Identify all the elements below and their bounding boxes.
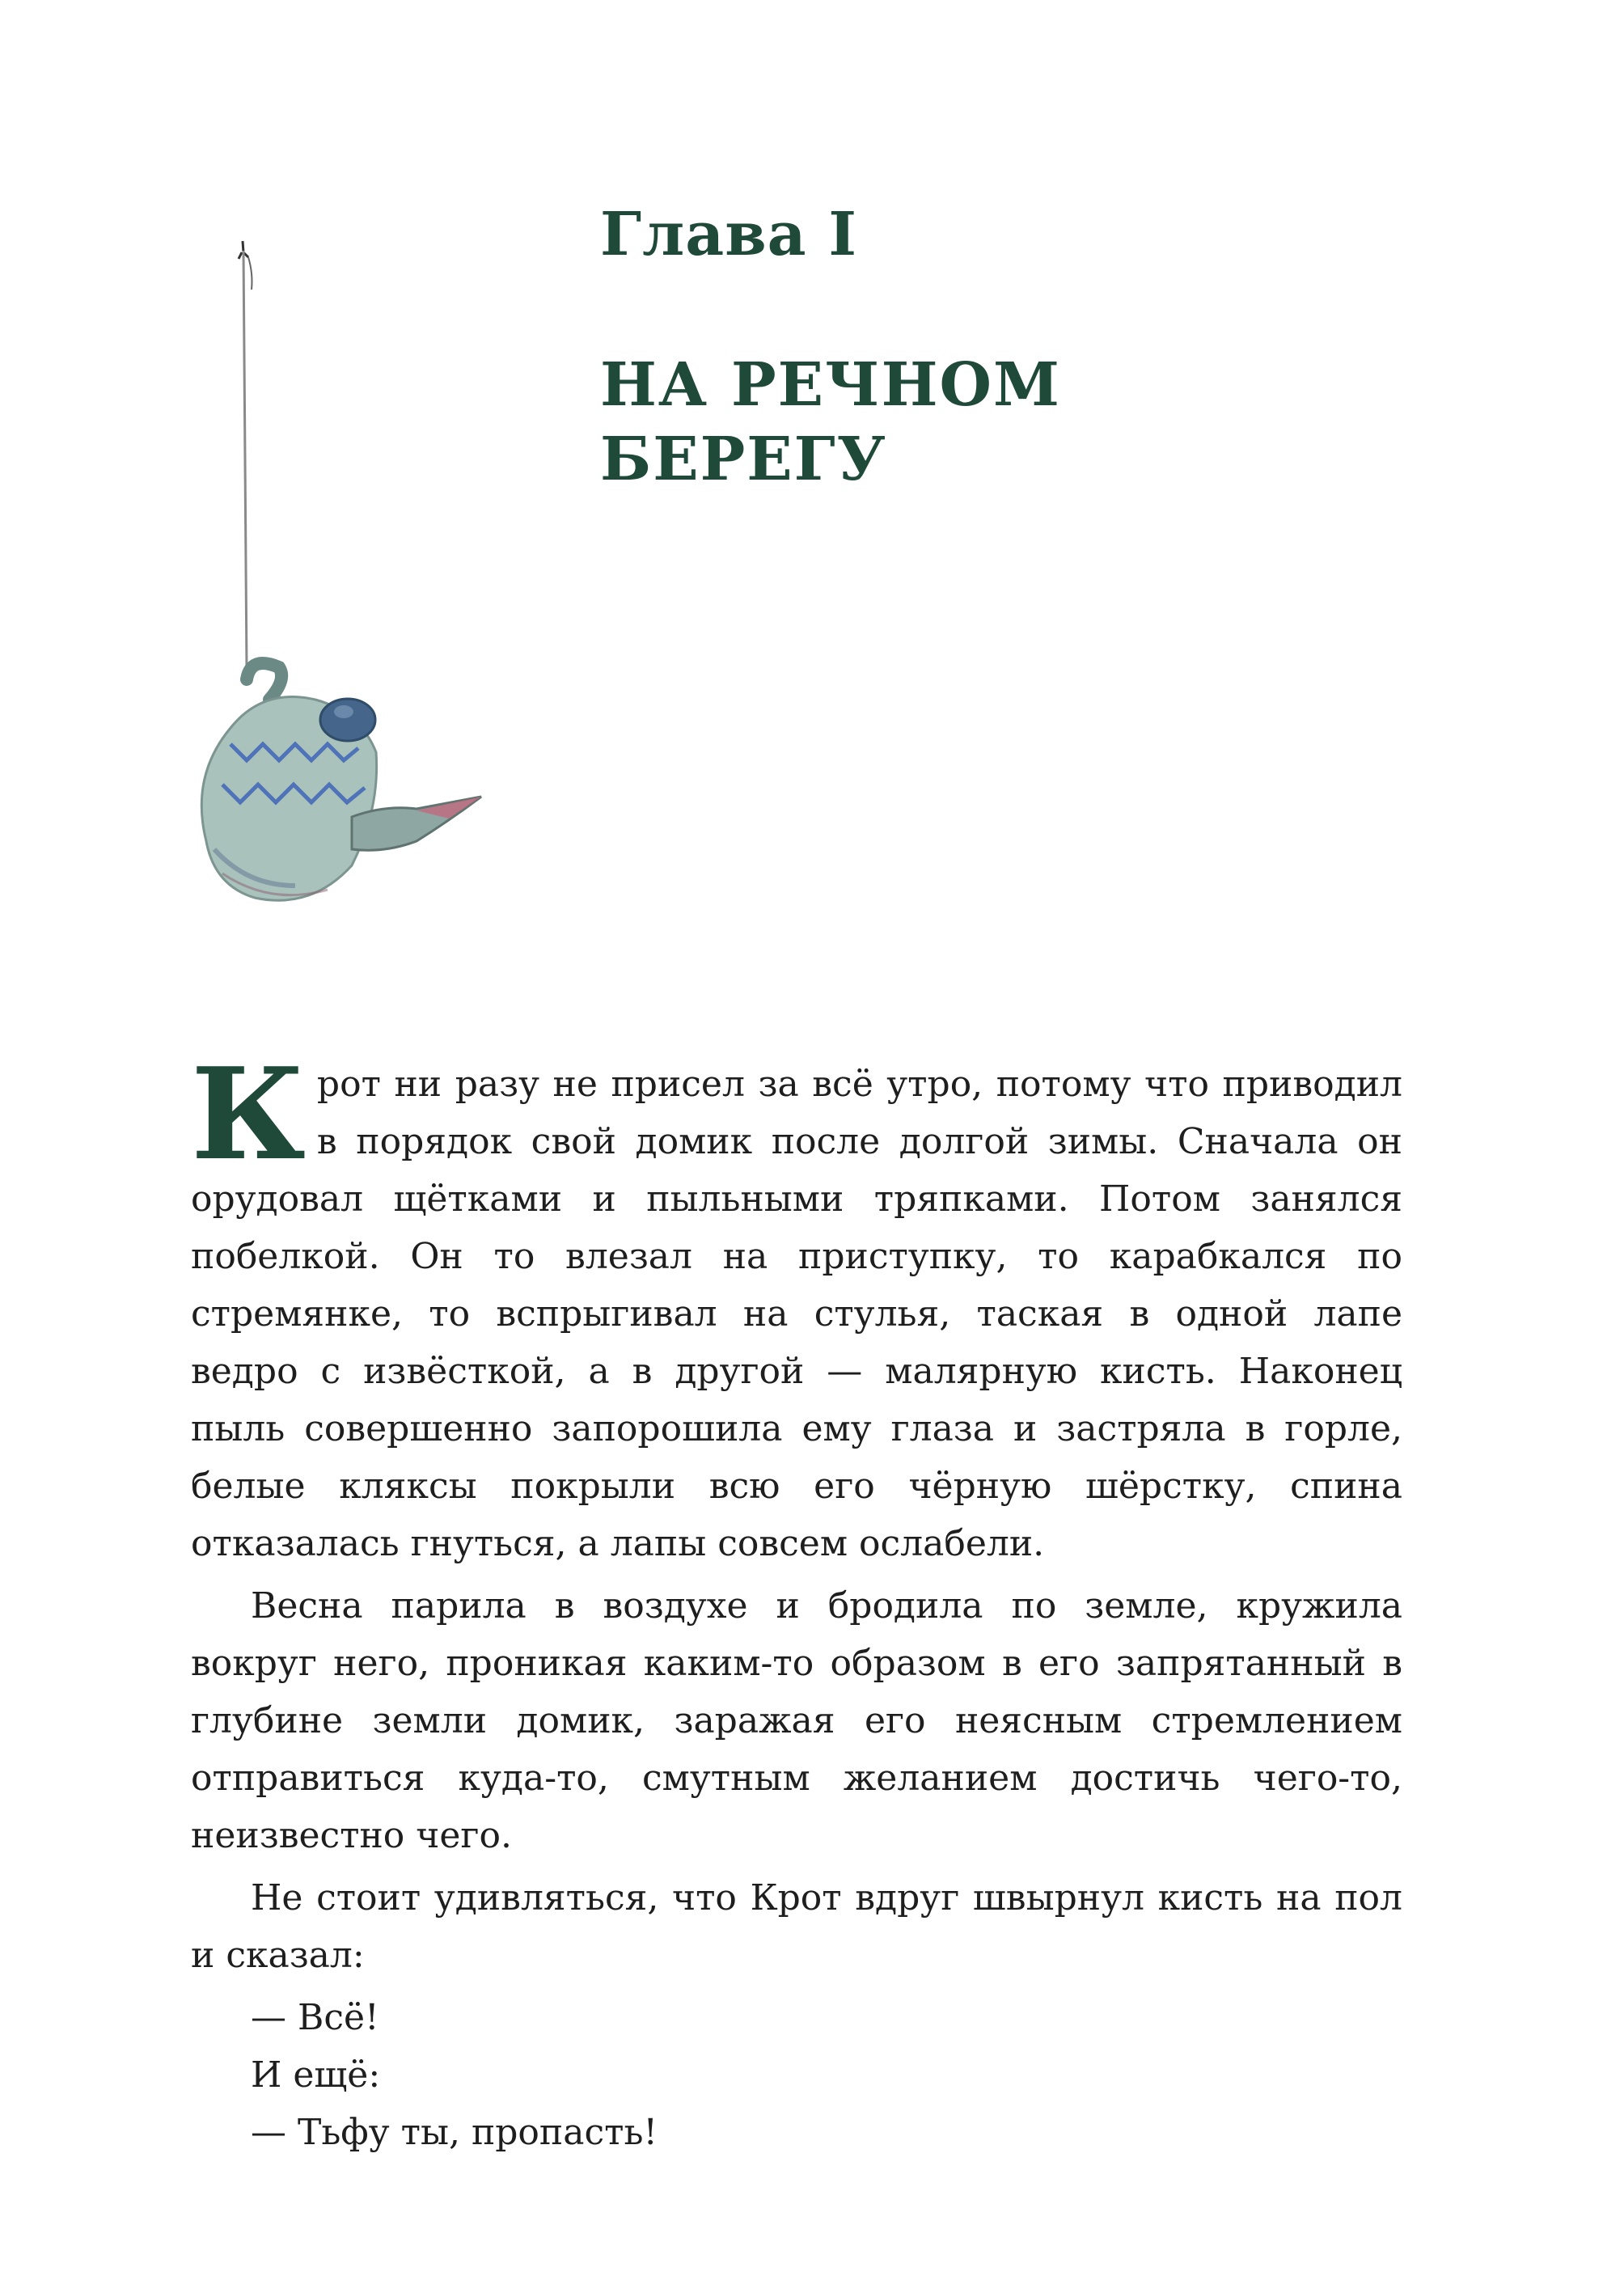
dialogue-line-3: — Тьфу ты, пропасть! [251,2112,658,2153]
dialogue-line-2: И ещё: [251,2054,381,2096]
chapter-label: Глава I [600,200,857,269]
chapter-body [191,1040,1402,2161]
paragraph-2: Весна парила в воздухе и бродила по земле, кружила вокруг него, проникая каким-то образом в его запрятанный в глубине земли домик, заражая его неясным стремлением отправиться куда-то, смутным желанием достичь чего-то, неизвестно чего. [191,1585,1402,1856]
chapter-title-line-1: НА РЕЧНОМ [600,350,1061,420]
dialogue-line-1: — Всё! [251,1997,379,2038]
drop-cap: К [191,1040,306,1188]
chapter-title [600,348,1061,497]
chapter-title-line-2: БЕРЕГУ [600,425,887,494]
hanging-teapot-icon [174,226,514,938]
paragraph-1-text: рот ни разу не присел за всё утро, потому что приводил в порядок свой домик после долгой зимы. Сначала он орудовал щётками и пыльными тряпками. Потом занялся побелкой. Он то влезал на приступку, то карабкался по стремянке, то вспрыгивал на стулья, таская в одной лапе ведро с извёсткой, а в другой — малярную кисть. Наконец пыль совершенно запорошила ему глаза и застряла в горле, белые кляксы покрыли всю его чёрную шёрстку, спина отказалась гнуться, а лапы совсем ослабели. [191,1064,1402,1564]
paragraph-1 [191,1040,1402,1572]
paragraph-3: Не стоит удивляться, что Крот вдруг швырнул кисть на пол и сказал: [191,1877,1402,1976]
